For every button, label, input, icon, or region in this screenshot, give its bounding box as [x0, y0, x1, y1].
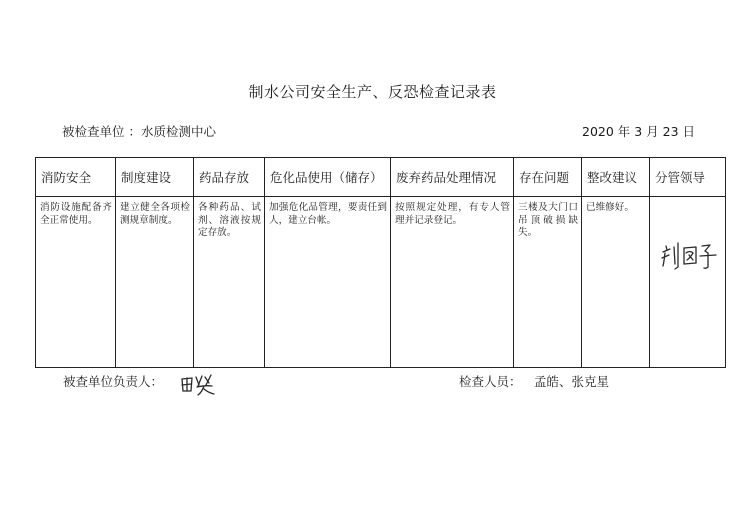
cell-rectification: 已维修好。: [582, 197, 650, 368]
inspected-unit-label: 被检查单位 ：: [62, 124, 141, 139]
header-rectification: 整改建议: [582, 158, 650, 197]
header-hazardous-chemicals: 危化品使用（储存）: [265, 158, 391, 197]
responsible-signature: [178, 372, 222, 398]
header-issues: 存在问题: [514, 158, 582, 197]
cell-leader: [650, 197, 726, 368]
inspectors-names: 孟皓、张克星: [534, 374, 610, 389]
header-leader: 分管领导: [650, 158, 726, 197]
table-row: [36, 197, 726, 368]
inspected-unit-value: 水质检测中心: [140, 124, 216, 139]
header-fire-safety: 消防安全: [36, 158, 116, 197]
cell-hazardous-chemicals: 加强危化品管理，要责任到人，建立台帐。: [265, 197, 391, 368]
inspectors-label: 检查人员：: [459, 374, 522, 389]
table-header-row: [36, 158, 726, 197]
header-drug-storage: 药品存放: [194, 158, 265, 197]
cell-system-building: 建立健全各项检测规章制度。: [116, 197, 194, 368]
cell-issues: 三楼及大门口吊顶破损缺失。: [514, 197, 582, 368]
inspected-unit-line: [62, 122, 216, 140]
cell-drug-storage: 各种药品、试剂、溶液按规定存放。: [194, 197, 265, 368]
cell-waste-disposal: 按照规定处理，有专人管理并记录登记。: [391, 197, 514, 368]
leader-signature: [660, 236, 720, 272]
header-waste-disposal: 废弃药品处理情况: [391, 158, 514, 197]
responsible-label: 被查单位负责人：: [63, 374, 164, 389]
inspection-date: 2020 年 3 月 23 日: [582, 124, 696, 139]
header-system-building: 制度建设: [116, 158, 194, 197]
cell-fire-safety: 消防设施配备齐全正常使用。: [36, 197, 116, 368]
inspection-record-table: [35, 157, 726, 368]
document-title: 制水公司安全生产、反恐检查记录表: [248, 83, 497, 101]
